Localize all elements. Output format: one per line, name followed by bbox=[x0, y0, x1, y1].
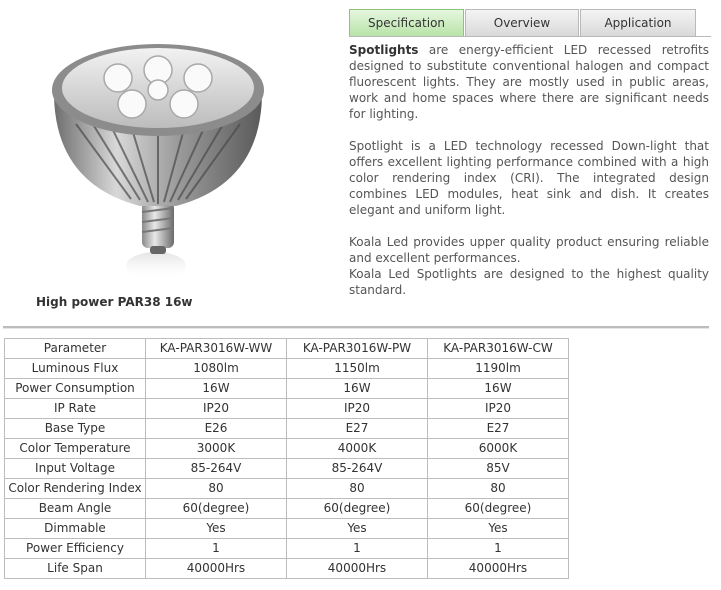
value-cell: 60(degree) bbox=[287, 499, 428, 519]
value-cell: 3000K bbox=[146, 439, 287, 459]
value-cell: 85-264V bbox=[146, 459, 287, 479]
parameter-cell: Power Efficiency bbox=[5, 539, 146, 559]
value-cell: 60(degree) bbox=[146, 499, 287, 519]
value-cell: 1080lm bbox=[146, 359, 287, 379]
table-row bbox=[5, 499, 569, 519]
table-row bbox=[5, 559, 569, 579]
tab-specification[interactable]: Specification bbox=[349, 9, 464, 36]
table-row bbox=[5, 379, 569, 399]
value-cell: 1190lm bbox=[428, 359, 569, 379]
value-cell: Yes bbox=[287, 519, 428, 539]
product-image bbox=[36, 34, 286, 284]
table-row bbox=[5, 399, 569, 419]
table-header-cell: KA-PAR3016W-CW bbox=[428, 339, 569, 359]
value-cell: 16W bbox=[428, 379, 569, 399]
description-p1-text: are energy-efficient LED recessed retrofits designed to substitute conventional halogen and compact fluorescent lights. They are mostly used in public areas, work and home spaces where there are significant needs for lighting. bbox=[349, 43, 709, 121]
tab-overview[interactable]: Overview bbox=[465, 9, 579, 36]
value-cell: 80 bbox=[146, 479, 287, 499]
value-cell: 80 bbox=[287, 479, 428, 499]
value-cell: IP20 bbox=[287, 399, 428, 419]
value-cell: E26 bbox=[146, 419, 287, 439]
parameter-cell: Input Voltage bbox=[5, 459, 146, 479]
table-header-cell: KA-PAR3016W-WW bbox=[146, 339, 287, 359]
table-row bbox=[5, 359, 569, 379]
table-row bbox=[5, 419, 569, 439]
value-cell: 40000Hrs bbox=[428, 559, 569, 579]
parameter-cell: IP Rate bbox=[5, 399, 146, 419]
tab-application[interactable]: Application bbox=[580, 9, 696, 36]
value-cell: E27 bbox=[287, 419, 428, 439]
value-cell: Yes bbox=[428, 519, 569, 539]
description-paragraph-3: Koala Led provides upper quality product ensuring reliable and excellent performances. bbox=[349, 235, 709, 265]
spec-table-body bbox=[5, 339, 569, 579]
table-header-row bbox=[5, 339, 569, 359]
description-lead: Spotlights bbox=[349, 43, 419, 57]
value-cell: 16W bbox=[287, 379, 428, 399]
parameter-cell: Beam Angle bbox=[5, 499, 146, 519]
table-row bbox=[5, 519, 569, 539]
value-cell: 1 bbox=[146, 539, 287, 559]
parameter-cell: Power Consumption bbox=[5, 379, 146, 399]
product-caption: High power PAR38 16w bbox=[36, 295, 193, 309]
value-cell: 1 bbox=[428, 539, 569, 559]
value-cell: 40000Hrs bbox=[287, 559, 428, 579]
parameter-cell: Luminous Flux bbox=[5, 359, 146, 379]
section-divider bbox=[3, 326, 709, 329]
value-cell: 60(degree) bbox=[428, 499, 569, 519]
value-cell: 85-264V bbox=[287, 459, 428, 479]
value-cell: 4000K bbox=[287, 439, 428, 459]
table-row bbox=[5, 459, 569, 479]
description-paragraph-1 bbox=[349, 42, 709, 122]
parameter-cell: Color Temperature bbox=[5, 439, 146, 459]
value-cell: 85V bbox=[428, 459, 569, 479]
value-cell: IP20 bbox=[428, 399, 569, 419]
value-cell: E27 bbox=[428, 419, 569, 439]
led-bulb-icon bbox=[36, 34, 286, 284]
description-paragraph-2: Spotlight is a LED technology recessed Down-light that offers excellent lighting performance combined with a high color rendering index (CRI). The integrated design combines LED modules, heat sink and dish. It creates elegant and uniform light. bbox=[349, 139, 709, 217]
parameter-cell: Dimmable bbox=[5, 519, 146, 539]
parameter-cell: Life Span bbox=[5, 559, 146, 579]
value-cell: 1 bbox=[287, 539, 428, 559]
parameter-cell: Base Type bbox=[5, 419, 146, 439]
parameter-cell: Color Rendering Index bbox=[5, 479, 146, 499]
spec-table bbox=[4, 338, 569, 579]
table-row bbox=[5, 539, 569, 559]
table-header-cell: Parameter bbox=[5, 339, 146, 359]
value-cell: 80 bbox=[428, 479, 569, 499]
tab-underline bbox=[349, 36, 711, 37]
table-row bbox=[5, 439, 569, 459]
value-cell: 6000K bbox=[428, 439, 569, 459]
table-header-cell: KA-PAR3016W-PW bbox=[287, 339, 428, 359]
value-cell: IP20 bbox=[146, 399, 287, 419]
description-panel bbox=[349, 42, 709, 298]
table-row bbox=[5, 479, 569, 499]
value-cell: Yes bbox=[146, 519, 287, 539]
value-cell: 40000Hrs bbox=[146, 559, 287, 579]
description-paragraph-4: Koala Led Spotlights are designed to the highest quality standard. bbox=[349, 267, 709, 297]
value-cell: 16W bbox=[146, 379, 287, 399]
value-cell: 1150lm bbox=[287, 359, 428, 379]
